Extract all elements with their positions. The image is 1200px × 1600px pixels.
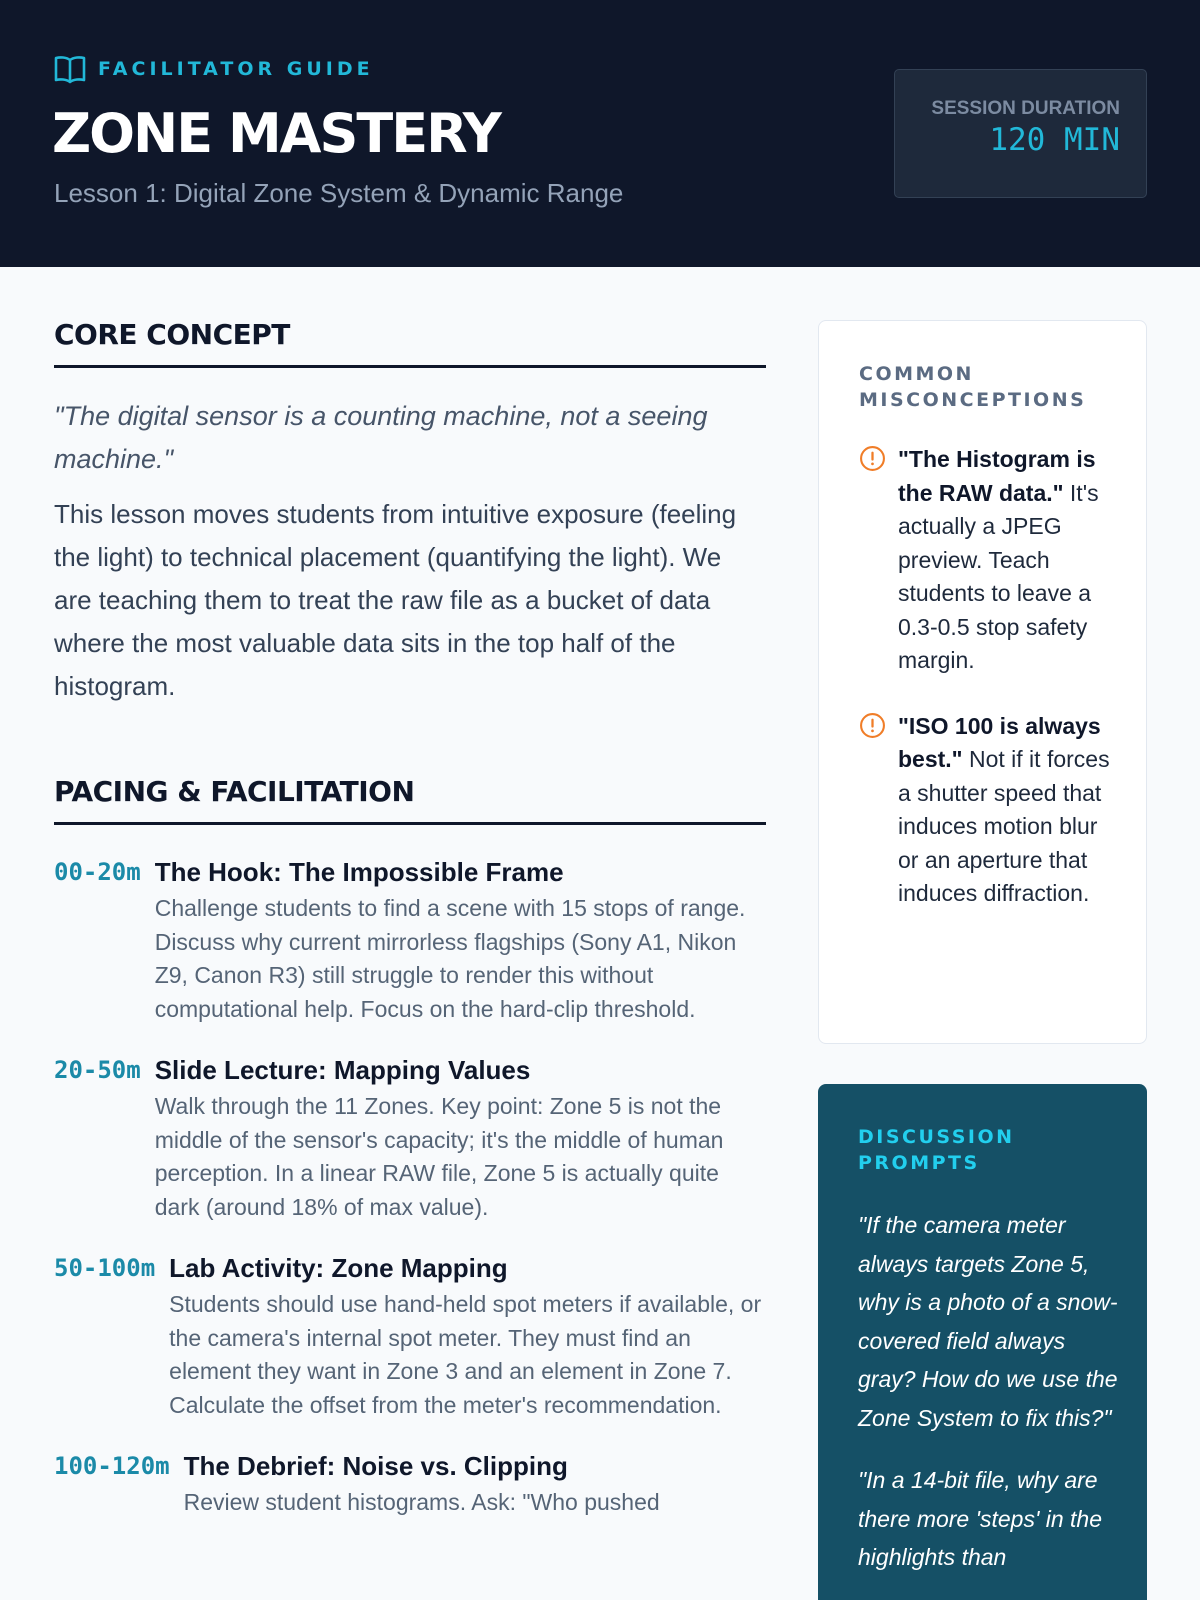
book-open-icon [54, 54, 86, 84]
timeline-title: The Hook: The Impossible Frame [154, 857, 564, 887]
main-content [54, 318, 766, 1549]
timeline-item [54, 1253, 766, 1422]
timeline-item [54, 1451, 766, 1520]
misconception-text [898, 710, 1116, 911]
timeline-content [184, 1451, 766, 1520]
timeline-title: Slide Lecture: Mapping Values [154, 1055, 531, 1085]
misconceptions-card [818, 320, 1147, 1044]
page-title: ZONE MASTERY [52, 102, 500, 165]
session-duration-card [894, 69, 1147, 198]
discussion-prompts-heading: DISCUSSION PROMPTS [858, 1126, 1015, 1174]
misconception-text [898, 443, 1116, 678]
timeline-time: 50-100m [54, 1254, 156, 1282]
timeline-time: 20-50m [54, 1056, 141, 1084]
misconception-explanation: It's actually a JPEG preview. Teach students to leave a 0.3-0.5 stop safety margin. [898, 479, 1099, 673]
session-duration-value: 120 MIN [989, 122, 1120, 158]
misconception-item [859, 443, 1116, 678]
page-subtitle: Lesson 1: Digital Zone System & Dynamic Range [54, 178, 624, 208]
pacing-timeline [54, 857, 766, 1520]
timeline-title: The Debrief: Noise vs. Clipping [183, 1451, 568, 1481]
misconceptions-heading: COMMON MISCONCEPTIONS [859, 363, 1087, 411]
discussion-prompt: "If the camera meter always targets Zone 5, why is a photo of a snow-covered field always gray? How do we use the Zone System to fix this?" [858, 1212, 1118, 1431]
timeline-description: Walk through the 11 Zones. Key point: Zone 5 is not the middle of the sensor's capacity; it's the middle of human perception. In a linear RAW file, Zone 5 is actually quite dark (around 18% of max value). [154, 1093, 724, 1220]
alert-circle-icon [859, 445, 886, 472]
eyebrow-label: FACILITATOR GUIDE [98, 58, 374, 80]
core-concept-quote: "The digital sensor is a counting machine, not a seeing machine." [54, 401, 708, 474]
timeline-content [155, 857, 766, 1026]
timeline-content [169, 1253, 766, 1422]
pacing-heading: PACING & FACILITATION [54, 775, 766, 825]
timeline-description: Students should use hand-held spot meters if available, or the camera's internal spot meter. They must find an element they want in Zone 3 and an element in Zone 7. Calculate the offset from the meter's recommendation. [169, 1291, 762, 1418]
timeline-time: 00-20m [54, 858, 141, 886]
core-concept-body: This lesson moves students from intuitive exposure (feeling the light) to technical placement (quantifying the light). We are teaching them to treat the raw file as a bucket of data where the most valuable data sits in the top half of the histogram. [54, 499, 737, 701]
timeline-description: Review student histograms. Ask: "Who pushed [183, 1489, 660, 1515]
header [0, 0, 1200, 267]
core-concept-heading: CORE CONCEPT [54, 318, 766, 368]
misconception-item [859, 710, 1116, 911]
misconception-claim: "ISO 100 is always best." [898, 712, 1101, 772]
timeline-item [54, 1055, 766, 1224]
eyebrow [54, 54, 374, 84]
timeline-time: 100-120m [54, 1452, 170, 1480]
timeline-content [155, 1055, 766, 1224]
discussion-prompt: "In a 14-bit file, why are there more 'steps' in the highlights than [858, 1467, 1103, 1570]
session-duration-label: SESSION DURATION [931, 98, 1120, 119]
timeline-description: Challenge students to find a scene with 15 stops of range. Discuss why current mirrorless flagships (Sony A1, Nikon Z9, Canon R3) still struggle to render this without computational help. Focus on the hard-clip threshold. [154, 895, 746, 1022]
discussion-prompts-card [818, 1084, 1147, 1600]
timeline-item [54, 857, 766, 1026]
misconception-claim: "The Histogram is the RAW data." [898, 446, 1096, 506]
timeline-title: Lab Activity: Zone Mapping [169, 1253, 508, 1283]
alert-circle-icon [859, 712, 886, 739]
misconception-explanation: Not if it forces a shutter speed that induces motion blur or an aperture that induces diffraction. [898, 746, 1110, 906]
